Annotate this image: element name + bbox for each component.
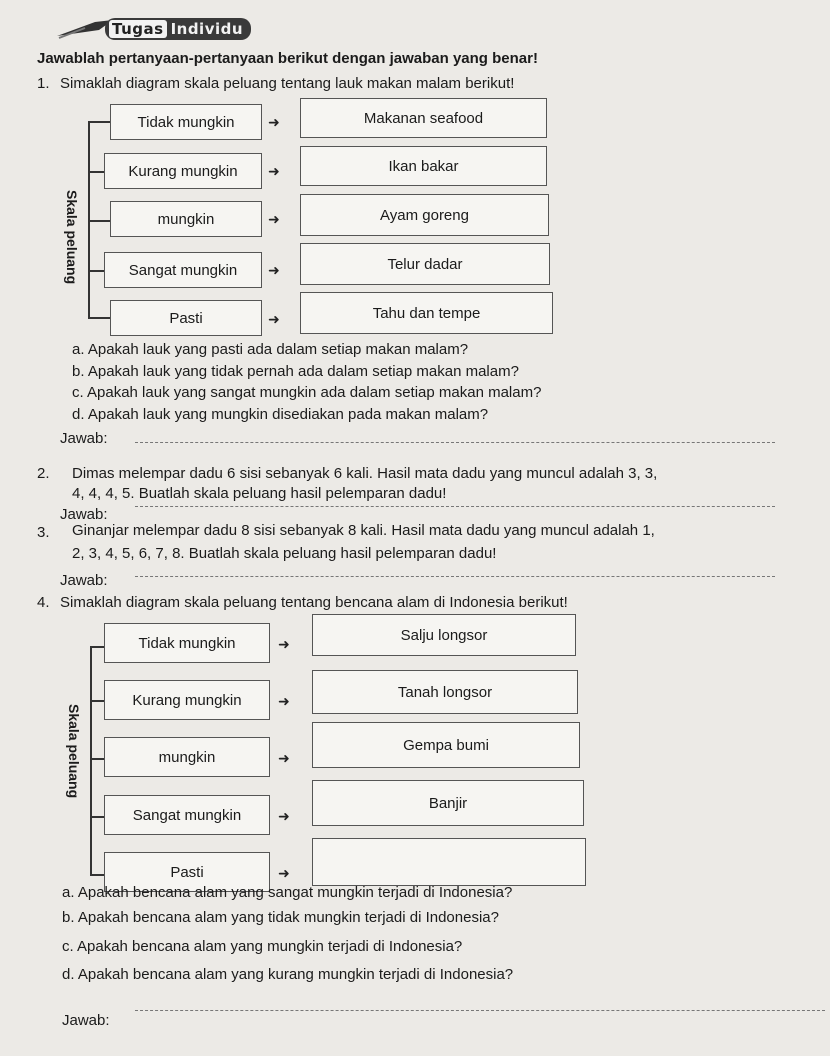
q4-axis-label: Skala peluang <box>66 704 82 799</box>
q3-line1: Ginanjar melempar dadu 8 sisi sebanyak 8 kali. Hasil mata dadu yang muncul adalah 1, <box>72 522 655 539</box>
page-title: Jawablah pertanyaan-pertanyaan berikut dengan jawaban yang benar! <box>37 50 538 67</box>
q4-sub-a: a. Apakah bencana alam yang sangat mungkin terjadi di Indonesia? <box>62 884 513 901</box>
q4-level-box: Pasti <box>104 852 270 892</box>
q4-number: 4. <box>37 594 50 611</box>
q4-sub-b: b. Apakah bencana alam yang tidak mungkin terjadi di Indonesia? <box>62 909 499 926</box>
q1-sub-b: b. Apakah lauk yang tidak pernah ada dalam setiap makan malam? <box>72 363 519 380</box>
q4-level-box: Tidak mungkin <box>104 623 270 663</box>
q1-axis-label: Skala peluang <box>64 190 80 285</box>
q4-jawab: Jawab: <box>62 1012 110 1029</box>
arrow-right-icon: ➜ <box>268 262 280 278</box>
arrow-right-icon: ➜ <box>278 808 290 824</box>
q1-number: 1. <box>37 75 50 92</box>
q1-item-box: Telur dadar <box>300 243 550 285</box>
arrow-right-icon: ➜ <box>268 114 280 130</box>
q2-answer-line[interactable] <box>135 506 775 507</box>
q1-level-box: Sangat mungkin <box>104 252 262 288</box>
arrow-right-icon: ➜ <box>278 636 290 652</box>
q1-answer-line[interactable] <box>135 442 775 443</box>
arrow-right-icon: ➜ <box>278 750 290 766</box>
q1-item-box: Ayam goreng <box>300 194 549 236</box>
q2-line1: Dimas melempar dadu 6 sisi sebanyak 6 kali. Hasil mata dadu yang muncul adalah 3, 3, <box>72 465 658 482</box>
q4-sub-d: d. Apakah bencana alam yang kurang mungkin terjadi di Indonesia? <box>62 966 514 983</box>
q3-answer-line[interactable] <box>135 576 775 577</box>
q4-level-box: mungkin <box>104 737 270 777</box>
q1-level-box: Kurang mungkin <box>104 153 262 189</box>
q4-answer-line[interactable] <box>135 1010 825 1011</box>
q2-number: 2. <box>37 465 50 482</box>
q4-item-box: Gempa bumi <box>312 722 580 768</box>
q4-level-box: Kurang mungkin <box>104 680 270 720</box>
q1-level-box: mungkin <box>110 201 262 237</box>
q1-jawab: Jawab: <box>60 430 108 447</box>
q4-item-box: Salju longsor <box>312 614 576 656</box>
q4-item-box: Banjir <box>312 780 584 826</box>
q1-level-box: Pasti <box>110 300 262 336</box>
q4-text: Simaklah diagram skala peluang tentang bencana alam di Indonesia berikut! <box>60 594 568 611</box>
arrow-right-icon: ➜ <box>268 211 280 227</box>
q4-sub-c: c. Apakah bencana alam yang mungkin terjadi di Indonesia? <box>62 938 463 955</box>
q1-sub-d: d. Apakah lauk yang mungkin disediakan pada makan malam? <box>72 406 489 423</box>
q4-item-box: Tanah longsor <box>312 670 578 714</box>
q3-number: 3. <box>37 524 50 541</box>
header-title: Tugas Individu <box>105 18 251 40</box>
q2-jawab: Jawab: <box>60 506 108 523</box>
q3-jawab: Jawab: <box>60 572 108 589</box>
q1-item-box: Tahu dan tempe <box>300 292 553 334</box>
arrow-right-icon: ➜ <box>278 693 290 709</box>
q1-item-box: Ikan bakar <box>300 146 547 186</box>
arrow-right-icon: ➜ <box>268 163 280 179</box>
q1-sub-c: c. Apakah lauk yang sangat mungkin ada dalam setiap makan malam? <box>72 384 542 401</box>
q1-sub-a: a. Apakah lauk yang pasti ada dalam setiap makan malam? <box>72 341 469 358</box>
q4-level-box: Sangat mungkin <box>104 795 270 835</box>
q1-text: Simaklah diagram skala peluang tentang lauk makan malam berikut! <box>60 75 515 92</box>
arrow-right-icon: ➜ <box>268 311 280 327</box>
q2-line2: 4, 4, 4, 5. Buatlah skala peluang hasil pelemparan dadu! <box>72 485 447 502</box>
q3-line2: 2, 3, 4, 5, 6, 7, 8. Buatlah skala peluang hasil pelemparan dadu! <box>72 545 497 562</box>
q1-item-box: Makanan seafood <box>300 98 547 138</box>
task-header <box>55 14 255 42</box>
q4-item-box-empty[interactable] <box>312 838 586 886</box>
q1-level-box: Tidak mungkin <box>110 104 262 140</box>
arrow-right-icon: ➜ <box>278 865 290 881</box>
